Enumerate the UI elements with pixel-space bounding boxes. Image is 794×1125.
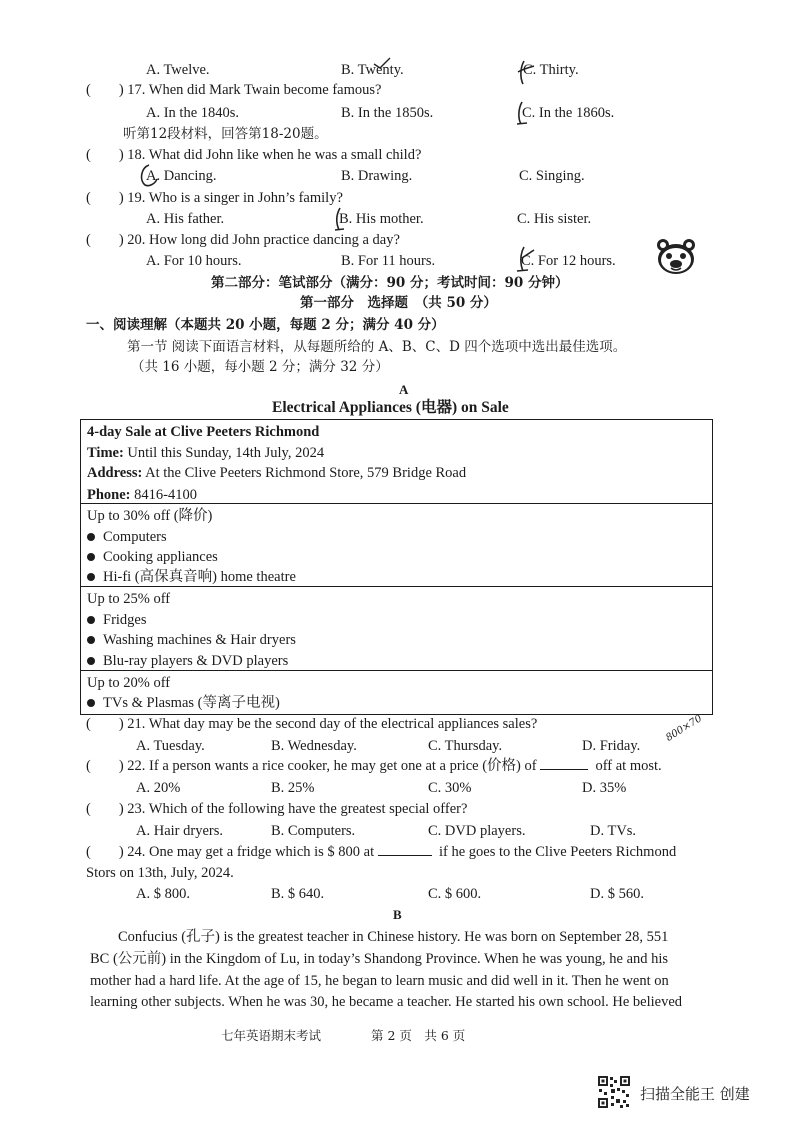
q19-stem: ( ) 19. Who is a singer in John’s family? [86, 190, 343, 206]
q16-option-b: B. Twenty. [341, 62, 404, 78]
answer-mark-q16b-tick [372, 56, 392, 70]
bullet-icon [87, 573, 95, 581]
q24-option-b: B. $ 640. [271, 886, 325, 902]
group-25-item: Blu-ray players & DVD players [87, 652, 288, 670]
instruction-material-12: 听第12段材料，回答第18-20题。 [123, 126, 328, 142]
q20-option-b: B. For 11 hours. [341, 253, 436, 269]
bear-face-icon [654, 237, 698, 277]
bullet-icon [87, 657, 95, 665]
answer-mark-q17c [514, 99, 528, 127]
table-divider [81, 503, 712, 504]
q22-option-d: D. 35% [582, 780, 627, 796]
handwritten-note: 800×70 [664, 713, 705, 744]
q16-option-c: C. Thirty. [523, 62, 579, 78]
bullet-icon [87, 533, 95, 541]
part1-title: 第一部分 选择题 （共 50 分） [300, 295, 497, 311]
group-30-item: Hi-fi (高保真音响) home theatre [87, 568, 296, 586]
answer-blank [378, 843, 432, 856]
sale-address: Address: At the Clive Peeters Richmond Store, 579 Bridge Road [87, 465, 467, 481]
q18-option-a: A. Dancing. [146, 168, 217, 184]
q16-option-a: A. Twelve. [146, 62, 210, 78]
q24-option-d: D. $ 560. [590, 886, 644, 902]
qr-code-icon [597, 1075, 631, 1109]
q23-stem: ( ) 23. Which of the following have the greatest special offer? [86, 801, 468, 817]
q21-stem: ( ) 21. What day may be the second day of the electrical appliances sales? [86, 716, 538, 732]
q17-option-c: C. In the 1860s. [522, 105, 615, 121]
q20-option-a: A. For 10 hours. [146, 253, 242, 269]
answer-blank [540, 757, 588, 770]
group-25-item: Fridges [87, 611, 147, 629]
q22-option-a: A. 20% [136, 780, 181, 796]
q24-stem-line2: Stors on 13th, July, 2024. [86, 865, 234, 881]
passage-a-letter: A [399, 382, 409, 397]
q21-option-b: B. Wednesday. [271, 738, 357, 754]
passage-b-line: Confucius (孔子) is the greatest teacher in Chinese history. He was born on September 28, 551 [118, 929, 669, 945]
q24-stem: ( ) 24. One may get a fridge which is $ 800 at if he goes to the Clive Peeters Richmond [86, 844, 677, 860]
q24-option-c: C. $ 600. [428, 886, 482, 902]
group-25-item: Washing machines & Hair dryers [87, 631, 296, 649]
footer-exam-name: 七年英语期末考试 [221, 1028, 322, 1043]
answer-mark-q16c [514, 58, 536, 86]
group-20-header: Up to 20% off [87, 675, 171, 691]
passage-b-line: learning other subjects. When he was 30, he became a teacher. He started his own school. He believed [90, 994, 683, 1010]
q21-option-c: C. Thursday. [428, 738, 503, 754]
group-30-item: Cooking appliances [87, 548, 218, 566]
q17-stem: ( ) 17. When did Mark Twain become famous? [86, 82, 382, 98]
q20-stem: ( ) 20. How long did John practice dancing a day? [86, 232, 400, 248]
q19-option-c: C. His sister. [517, 211, 592, 227]
answer-mark-q18a [137, 162, 159, 188]
q22-option-c: C. 30% [428, 780, 472, 796]
group-25-header: Up to 25% off [87, 591, 171, 607]
q19-option-a: A. His father. [146, 211, 225, 227]
answer-mark-q19b [331, 205, 345, 233]
sale-time: Time: Until this Sunday, 14th July, 2024 [87, 445, 325, 461]
q19-option-b: B. His mother. [339, 211, 424, 227]
q18-option-c: C. Singing. [519, 168, 585, 184]
q18-stem: ( ) 18. What did John like when he was a small child? [86, 147, 422, 163]
q21-option-d: D. Friday. [582, 738, 641, 754]
bullet-icon [87, 616, 95, 624]
group-30-header: Up to 30% off (降价) [87, 508, 213, 524]
q22-stem: ( ) 22. If a person wants a rice cooker, he may get one at a price (价格) of off at most. [86, 758, 662, 774]
q23-option-c: C. DVD players. [428, 823, 526, 839]
passage-b-line: mother had a hard life. At the age of 15, he began to learn music and did well in it. Then he went on [90, 973, 669, 989]
reading-title: 一、阅读理解（本题共 20 小题，每题 2 分；满分 40 分） [86, 317, 445, 333]
section2-title: 第二部分：笔试部分（满分：90 分；考试时间：90 分钟） [211, 275, 569, 291]
passage-a-title: Electrical Appliances (电器) on Sale [272, 399, 509, 416]
q23-option-b: B. Computers. [271, 823, 356, 839]
answer-mark-q20c [514, 244, 536, 274]
q22-option-b: B. 25% [271, 780, 315, 796]
sale-phone: Phone: 8416-4100 [87, 487, 197, 503]
scanner-label: 扫描全能王 创建 [640, 1085, 750, 1103]
q18-option-b: B. Drawing. [341, 168, 413, 184]
q23-option-d: D. TVs. [590, 823, 637, 839]
bullet-icon [87, 699, 95, 707]
q17-option-b: B. In the 1850s. [341, 105, 434, 121]
reading-instruction-2: （共 16 小题，每小题 2 分；满分 32 分） [131, 359, 389, 375]
q20-option-c: C. For 12 hours. [521, 253, 616, 269]
reading-instruction-1: 第一节 阅读下面语言材料，从每题所给的 A、B、C、D 四个选项中选出最佳选项。 [127, 339, 627, 355]
sale-heading: 4-day Sale at Clive Peeters Richmond [87, 424, 320, 440]
bullet-icon [87, 636, 95, 644]
bullet-icon [87, 553, 95, 561]
sale-table [80, 419, 713, 715]
table-divider [81, 586, 712, 587]
q23-option-a: A. Hair dryers. [136, 823, 223, 839]
q24-option-a: A. $ 800. [136, 886, 190, 902]
passage-b-line: BC (公元前) in the Kingdom of Lu, in today’s Shandong Province. When he was young, he and his [90, 951, 669, 967]
table-divider [81, 670, 712, 671]
group-20-item: TVs & Plasmas (等离子电视) [87, 694, 280, 712]
group-30-item: Computers [87, 528, 167, 546]
footer-page-number: 第 2 页 共 6 页 [371, 1028, 466, 1043]
q17-option-a: A. In the 1840s. [146, 105, 240, 121]
q21-option-a: A. Tuesday. [136, 738, 205, 754]
passage-b-letter: B [393, 907, 402, 922]
